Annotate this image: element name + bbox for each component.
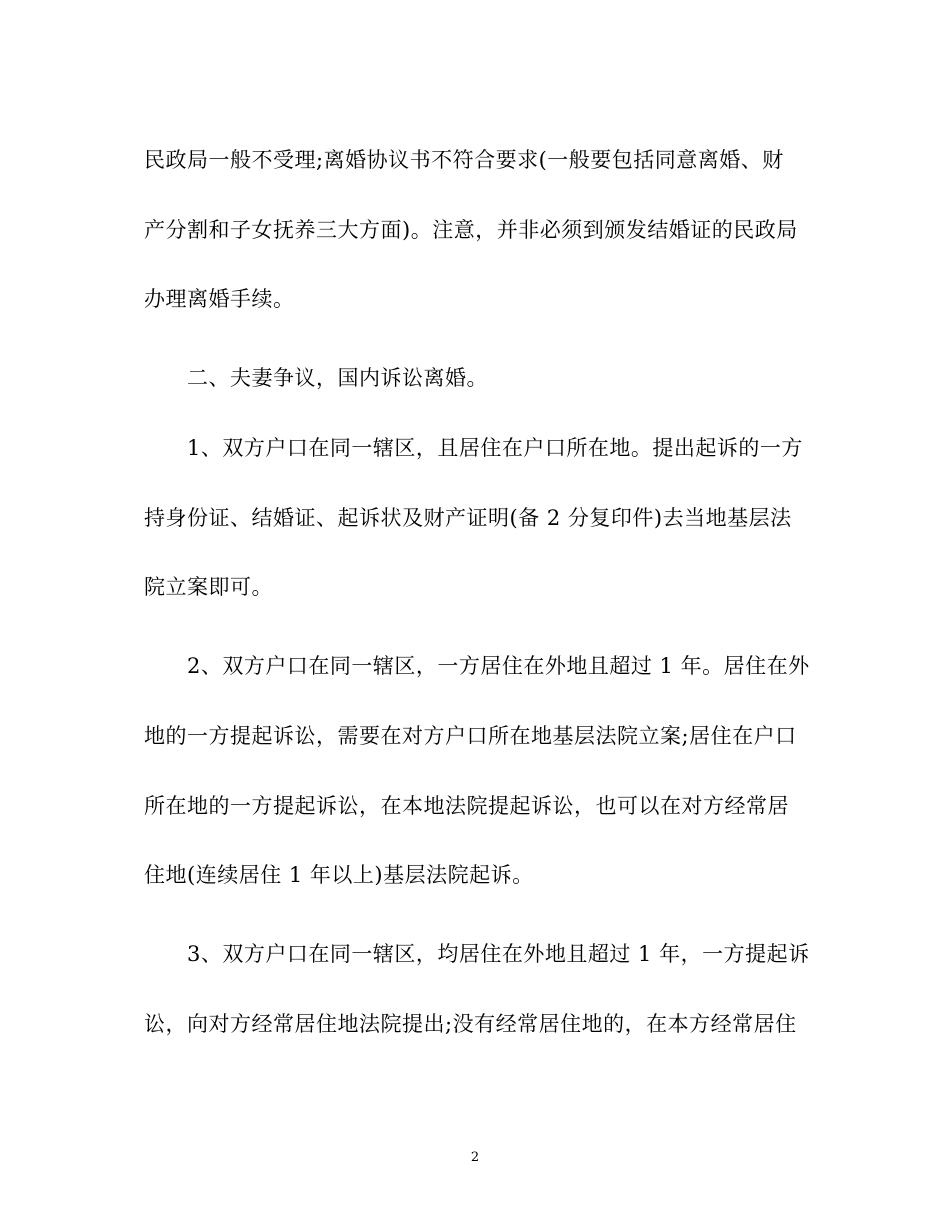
- text-line: 2、双方户口在同一辖区，一方居住在外地且超过 1 年。居住在外: [187, 654, 810, 678]
- text-line: 民政局一般不受理;离婚协议书不符合要求(一般要包括同意离婚、财: [144, 148, 784, 172]
- text-line: 持身份证、结婚证、起诉状及财产证明(备 2 分复印件)去当地基层法: [144, 506, 792, 530]
- text-line: 地的一方提起诉讼，需要在对方户口所在地基层法院立案;居住在户口: [144, 724, 797, 748]
- section-heading: 二、夫妻争议，国内诉讼离婚。: [187, 366, 488, 390]
- text-line: 办理离婚手续。: [144, 287, 295, 311]
- text-line: 3、双方户口在同一辖区，均居住在外地且超过 1 年，一方提起诉: [187, 942, 810, 966]
- page-number: 2: [470, 1150, 480, 1165]
- text-line: 所在地的一方提起诉讼，在本地法院提起诉讼，也可以在对方经常居: [144, 794, 789, 818]
- text-line: 住地(连续居住 1 年以上)基层法院起诉。: [144, 863, 534, 887]
- text-line: 产分割和子女抚养三大方面)。注意，并非必须到颁发结婚证的民政局: [144, 218, 798, 242]
- text-line: 院立案即可。: [144, 575, 273, 599]
- text-line: 讼，向对方经常居住地法院提出;没有经常居住地的，在本方经常居住: [144, 1012, 797, 1036]
- text-line: 1、双方户口在同一辖区，且居住在户口所在地。提出起诉的一方: [187, 436, 803, 460]
